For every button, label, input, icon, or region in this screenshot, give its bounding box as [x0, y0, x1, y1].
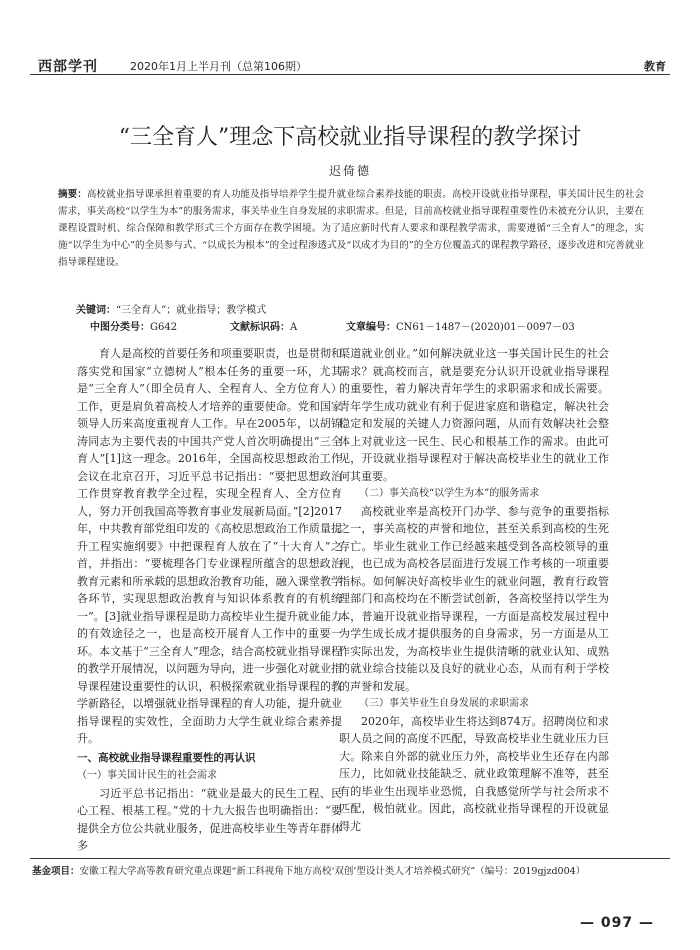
page-header — [30, 30, 670, 75]
journal-logo: 西部学刊 — [38, 59, 98, 75]
clc-value: G642 — [150, 322, 178, 333]
article-number — [346, 318, 575, 333]
body-paragraph: 习近平总书记指出：“就业是最大的民生工程、民心工程、根基工程。”党的十九大报告也明确指出：“要提供全方位公共就业服务，促进高校毕业生等青年群体多 — [77, 786, 342, 852]
clc-label: 中图分类号： — [90, 322, 150, 333]
body-paragraph: 育人是高校的首要任务和项重要职责，也是贯彻和落实党和国家“立德树人”根本任务的重要一环，尤其是“三全育人”（即全员育人、全程育人、全方位育人）工作，更是肩负着高校人才培养的重要使命。党和国家领导人历来高度重视育人工作。早在2005年，以胡锦涛同志为主要代表的中国共产党人首次明确提出“三全育人”[1]这一理念。2016年，全国高校思想政治工作会议在北京召开，习近平总书记指出：“要把思想政治工作贯穿教育教学全过程，实现全程育人、全方位育人，努力开创我国高等教育事业发展新局面。”[2]2017年，中共教育部党组印发的《高校思想政治工作质量提升工程实施纲要》中把课程育人放在了“十大育人”之首，并指出：“要梳理各门专业课程所蕴含的思想政治教育元素和所承载的思想政治教育功能，融入课堂教学各环节，实现思想政治教育与知识体系教育的有机统一”。[3]就业指导课程是助力高校毕业生提升就业能力的有效途径之一，也是高校开展育人工作中的重要一环。本文基于“三全育人”理念，结合高校就业指导课程的教学开展情况，以问题为导向，进一步强化对就业指导课程建设重要性的认识，积极探索就业指导课程的教学新路径，以增强就业指导课程的育人功能，提升就业指导课程的实效性，全面助力大学生就业综合素养提升。 — [77, 347, 342, 745]
subsection-heading: （二）事关高校“以学生为本”的服务需求 — [359, 488, 540, 499]
article-value: CN61－1487－(2020)01－0097－03 — [396, 322, 575, 333]
footnote — [32, 864, 670, 879]
doc-label: 文献标识码： — [230, 322, 290, 333]
footnote-text: 安徽工程大学高等教育研究重点课题“新工科视角下地方高校‘双创’型设计类人才培养模式研究”（编号：2019gjzd004） — [79, 866, 586, 877]
abstract-text: 高校就业指导课承担着重要的育人功能及指导培养学生提升就业综合素养技能的职责。高校开设就业指导课程，事关国计民生的社会需求，事关高校“以学生为本”的服务需求，事关毕业生自身发展的求职需求。但是，目前高校就业指导课程重要性仍未被充分认识，主要在课程设置时机、综合保障和教学形式三个方面存在教学困境。为了适应新时代育人要求和课程教学需求，需要遵循“三全育人”的理念，实施“以学生为中心”的全员参与式、“以成长为根本”的全过程渗透式及“以成才为目的”的全方位覆盖式的课程教学路径，逐步改进和完善就业指导课程建设。 — [58, 189, 644, 268]
subsection-heading: （三）事关毕业生自身发展的求职需求 — [359, 698, 529, 709]
doc-value: A — [290, 322, 298, 333]
clc-number — [90, 318, 177, 333]
footnote-divider — [30, 858, 670, 859]
article-title: “三全育人”理念下高校就业指导课程的教学探讨 — [118, 125, 582, 150]
footnote-label: 基金项目： — [32, 866, 80, 877]
journal-issue: 2020年1月上半月刊（总第106期） — [130, 60, 307, 73]
article-label: 文章编号： — [346, 322, 396, 333]
body-paragraph: 2020年，高校毕业生将达到874万。招聘岗位和求职人员之间的高度不匹配，导致高校毕业生就业压力巨大。除来自外部的就业压力外，高校毕业生还存在内部压力，比如就业技能缺乏、就业政策理解不准等，甚至有的毕业生出现毕业恐慌，自我感觉所学与社会所求不匹配，极怕就业。因此，高校就业指导课程的开设就显得尤 — [339, 714, 609, 833]
keywords-text: “三全育人”；就业指导；教学模式 — [116, 305, 267, 316]
page-number: — 097 — — [580, 915, 654, 931]
abstract-label: 摘要： — [58, 189, 87, 200]
left-column — [77, 345, 342, 855]
subsection-heading: （一）事关国计民生的社会需求 — [77, 770, 217, 781]
body-paragraph: 高校就业率是高校开门办学、参与竞争的重要指标之一，事关高校的声誉和地位，甚至关系到高校的生死存亡。毕业生就业工作已经越来越受到各高校领导的重视，也已成为高校各层面进行发展工作考核的一项重要指标。如何解决好高校毕业生的就业问题，教育行政管理部门和高校均在不断尝试创新，各高校坚持以学生为本，普遍开设就业指导课程，一方面是高校发展过程中为学生成长成才提供服务的自身需求，另一方面是从工作实际出发，为高校毕业生提供清晰的就业认知、成熟的就业综合技能以及良好的就业心态，从而有利于学校的声誉和发展。 — [339, 504, 609, 693]
keywords — [76, 301, 266, 316]
section-heading: 一、高校就业指导课程重要性的再认识 — [77, 751, 256, 764]
abstract — [58, 186, 644, 271]
section-name: 教育 — [644, 60, 666, 73]
document-code — [230, 318, 297, 333]
author-name: 迟倚德 — [328, 164, 371, 178]
right-column — [339, 345, 609, 835]
body-paragraph: 渠道就业创业。”如何解决就业这一事关国计民生的社会需求？就高校而言，就是要充分认识开设就业指导课程的重要性，着力解决青年学生的求职需求和成长需要。青年学生成功就业有利于促进家庭和谐稳定，解决社会稳定和发展的关键人力资源问题，从而有效解决社会整体上对就业这一民生、民心和根基工作的需求。由此可见，开设就业指导课程对于解决高校毕业生的就业工作何其重要。 — [339, 347, 609, 483]
keywords-label: 关键词： — [76, 305, 116, 316]
